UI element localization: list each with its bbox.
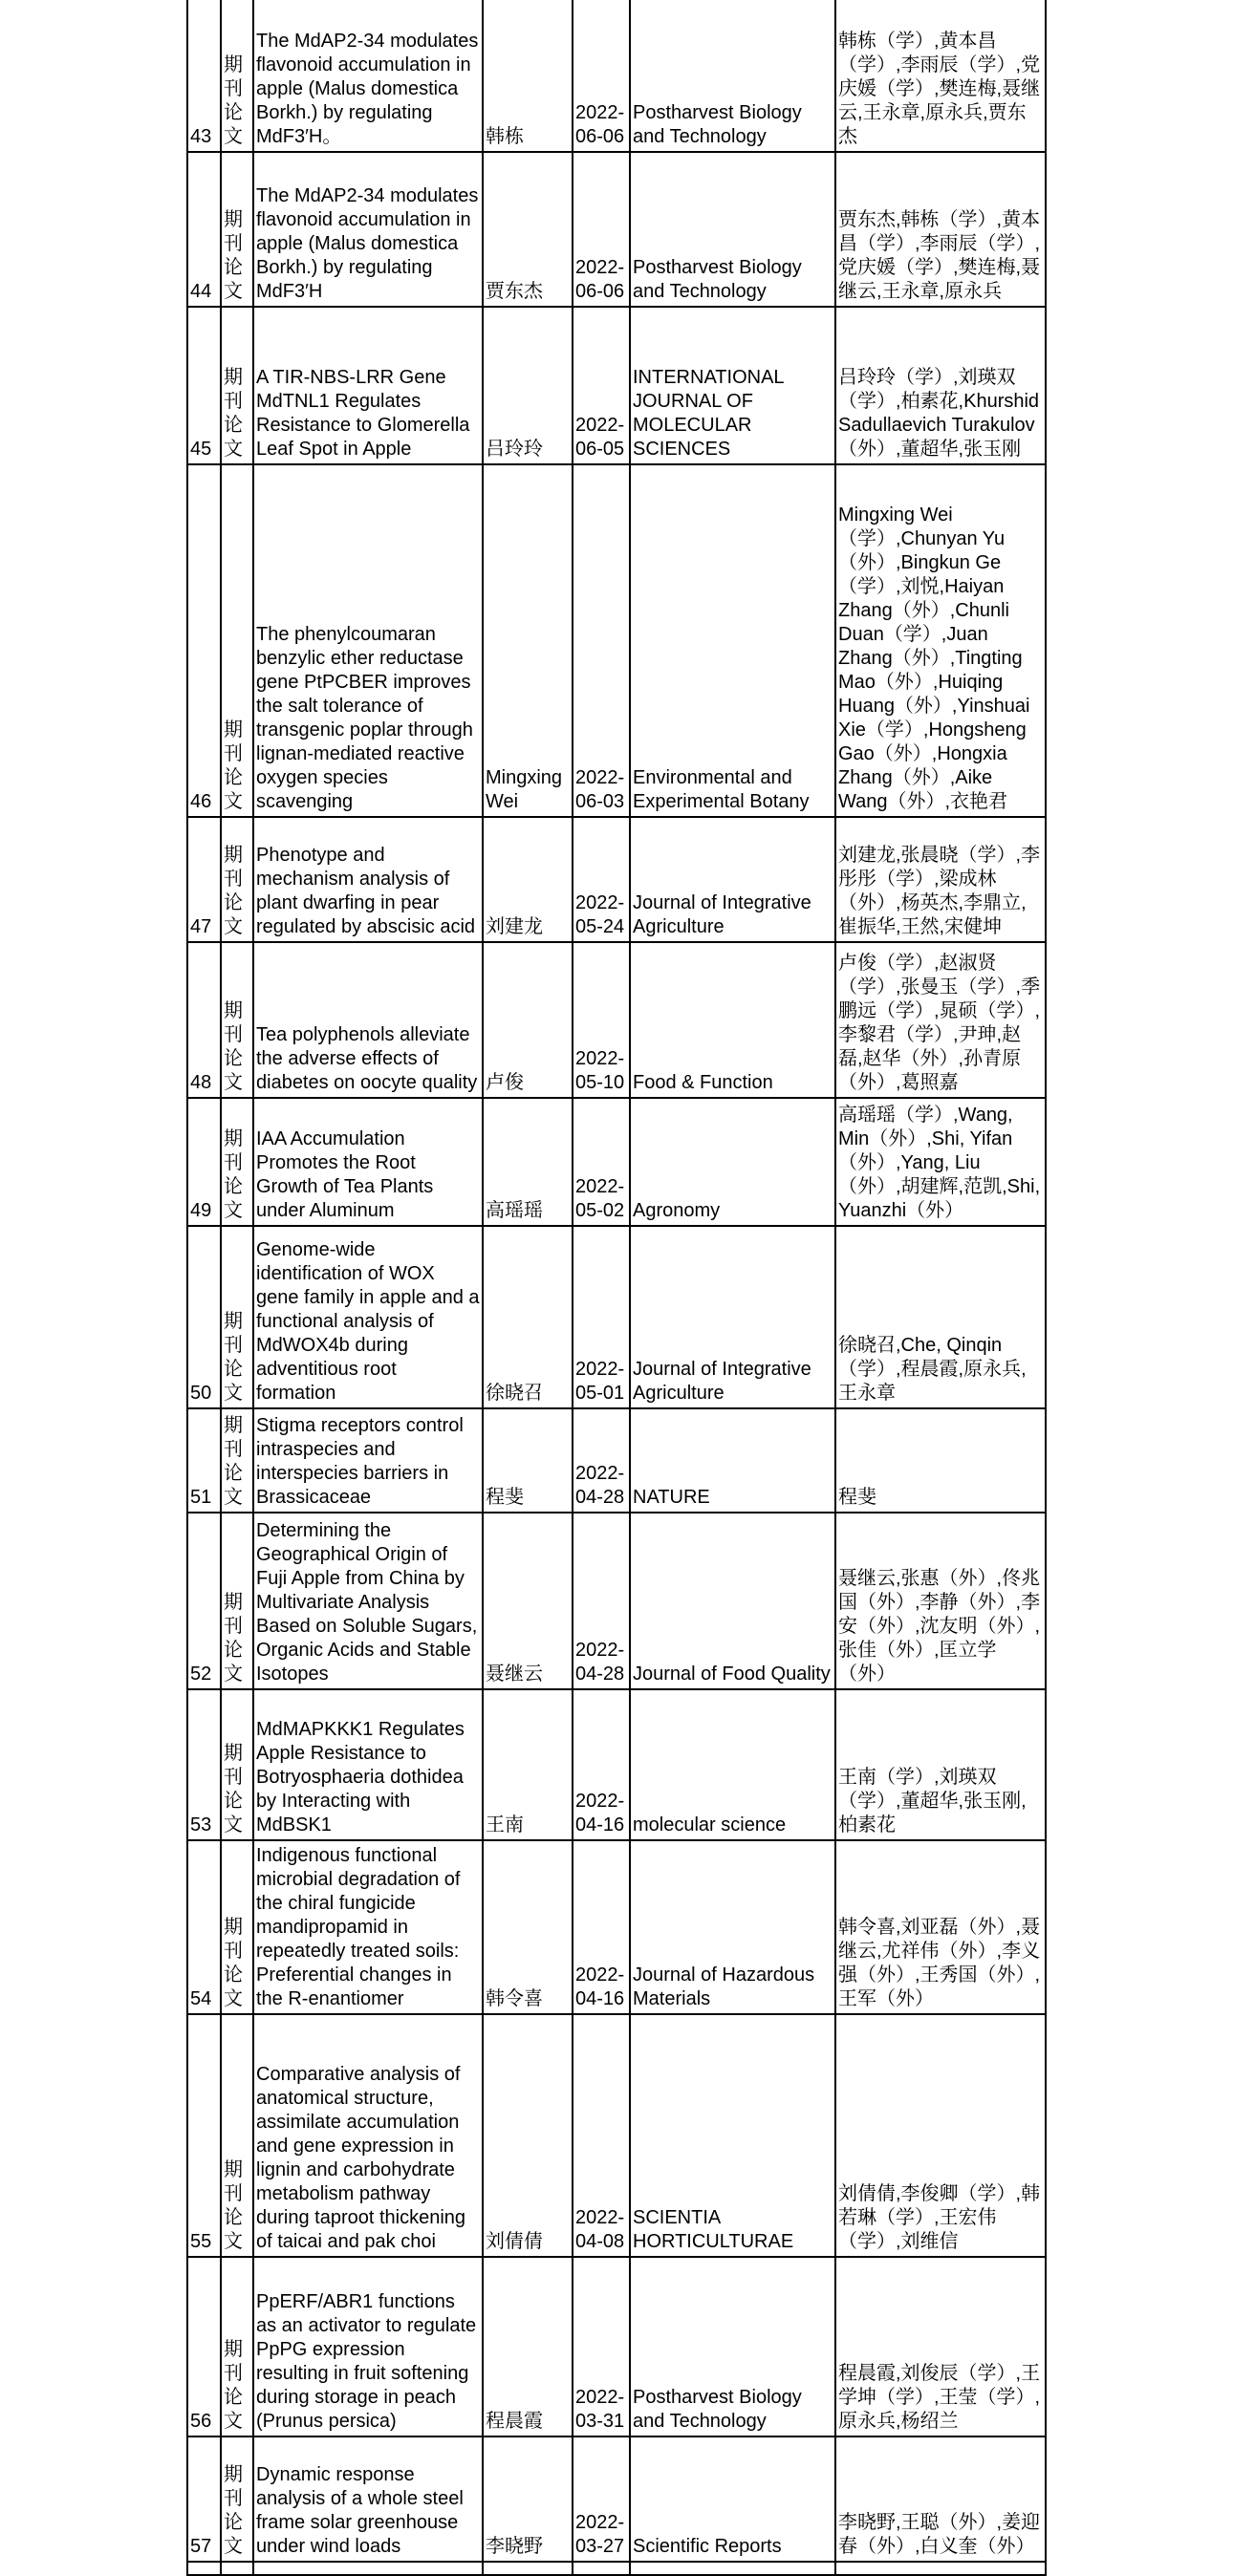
publication-type-cell: 期刊论文	[221, 1098, 253, 1226]
row-number-cell: 48	[187, 942, 221, 1098]
publish-date-cell: 2022-06-03	[573, 464, 630, 817]
journal-cell: Postharvest Biology and Technology	[630, 2257, 835, 2436]
publish-date-cell: 2022-05-01	[573, 1226, 630, 1408]
publication-row	[187, 2436, 1046, 2562]
publication-type-cell: 期刊论文	[221, 1513, 253, 1689]
coauthors-cell: 徐晓召,Che, Qinqin（学）,程晨霞,原永兵,王永章	[835, 1226, 1046, 1408]
row-number-cell: 44	[187, 152, 221, 307]
title-cell: The MdAP2-34 modulates flavonoid accumulation in apple (Malus domestica Borkh.) by regulating MdF3′H	[253, 152, 483, 307]
first-author-cell: 聂继云	[483, 1513, 573, 1689]
coauthors-cell: 卢俊（学）,赵淑贤（学）,张曼玉（学）,季鹏远（学）,晁硕（学）,李黎君（学）,尹珅,赵磊,赵华（外）,孙青原（外）,葛照嘉	[835, 942, 1046, 1098]
publication-type-cell: 期刊论文	[221, 817, 253, 942]
first-author-cell: 韩令喜	[483, 1840, 573, 2014]
journal-cell: Agronomy	[630, 1098, 835, 1226]
journal-cell: NATURE	[630, 1408, 835, 1513]
row-number-cell: 55	[187, 2014, 221, 2257]
first-author-cell: 李晓野	[483, 2436, 573, 2562]
row-number-cell	[187, 2562, 221, 2575]
row-number-cell: 49	[187, 1098, 221, 1226]
publication-type-cell: 期刊论文	[221, 2436, 253, 2562]
first-author-cell: 刘建龙	[483, 817, 573, 942]
publication-row	[187, 464, 1046, 817]
publication-type-cell: 期刊论文	[221, 152, 253, 307]
title-cell: Tea polyphenols alleviate the adverse effects of diabetes on oocyte quality	[253, 942, 483, 1098]
title-cell: Determining the Geographical Origin of Fuji Apple from China by Multivariate Analysis Based on Soluble Sugars, Organic Acids and Stable Isotopes	[253, 1513, 483, 1689]
publication-type-cell: 期刊论文	[221, 307, 253, 464]
coauthors-cell: 刘倩倩,李俊卿（学）,韩若琳（学）,王宏伟（学）,刘维信	[835, 2014, 1046, 2257]
journal-cell: Food & Function	[630, 942, 835, 1098]
journal-cell: Journal of Hazardous Materials	[630, 1840, 835, 2014]
publish-date-cell: 2022-04-16	[573, 1689, 630, 1840]
coauthors-cell: 吕玲玲（学）,刘瑛双（学）,柏素花,Khurshid Sadullaevich Turakulov（外）,董超华,张玉刚	[835, 307, 1046, 464]
publication-row	[187, 1840, 1046, 2014]
journal-cell: Journal of Integrative Agriculture	[630, 1226, 835, 1408]
publication-row	[187, 1098, 1046, 1226]
publication-row	[187, 1689, 1046, 1840]
publish-date-cell: 2022-04-28	[573, 1513, 630, 1689]
publication-row	[187, 152, 1046, 307]
row-number-cell: 43	[187, 0, 221, 152]
publish-date-cell: 2022-04-28	[573, 1408, 630, 1513]
first-author-cell: 吕玲玲	[483, 307, 573, 464]
journal-cell: Journal of Integrative Agriculture	[630, 817, 835, 942]
title-cell: MdMAPKKK1 Regulates Apple Resistance to Botryosphaeria dothidea by Interacting with MdBSK1	[253, 1689, 483, 1840]
journal-cell: Postharvest Biology and Technology	[630, 152, 835, 307]
publication-type-cell: 期刊论文	[221, 1408, 253, 1513]
publish-date-cell: 2022-03-27	[573, 2436, 630, 2562]
title-cell: PpERF/ABR1 functions as an activator to regulate PpPG expression resulting in fruit softening during storage in peach (Prunus persica)	[253, 2257, 483, 2436]
coauthors-cell: 程晨霞,刘俊辰（学）,王学坤（学）,王莹（学）,原永兵,杨绍兰	[835, 2257, 1046, 2436]
publish-date-cell	[573, 2562, 630, 2575]
title-cell: Phenotype and mechanism analysis of plant dwarfing in pear regulated by abscisic acid	[253, 817, 483, 942]
publication-row	[187, 1513, 1046, 1689]
publications-rows	[187, 0, 1046, 2575]
row-number-cell: 45	[187, 307, 221, 464]
coauthors-cell: Mingxing Wei（学）,Chunyan Yu（外）,Bingkun Ge（学）,刘悦,Haiyan Zhang（外）,Chunli Duan（学）,Juan Zhang（外）,Tingting Mao（外）,Huiqing Huang（外）,Yinshuai Xie（学）,Hongsheng Gao（外）,Hongxia Zhang（外）,Aike Wang（外）,衣艳君	[835, 464, 1046, 817]
journal-cell	[630, 2562, 835, 2575]
publication-row	[187, 0, 1046, 152]
coauthors-cell: 程斐	[835, 1408, 1046, 1513]
publication-type-cell: 期刊论文	[221, 1226, 253, 1408]
publication-row	[187, 817, 1046, 942]
publication-row	[187, 307, 1046, 464]
first-author-cell: 韩栋	[483, 0, 573, 152]
row-number-cell: 54	[187, 1840, 221, 2014]
publish-date-cell: 2022-06-06	[573, 152, 630, 307]
row-number-cell: 46	[187, 464, 221, 817]
row-number-cell: 56	[187, 2257, 221, 2436]
publication-row	[187, 2014, 1046, 2257]
first-author-cell: 高瑶瑶	[483, 1098, 573, 1226]
first-author-cell: 程晨霞	[483, 2257, 573, 2436]
publish-date-cell: 2022-06-06	[573, 0, 630, 152]
coauthors-cell	[835, 2562, 1046, 2575]
coauthors-cell: 高瑶瑶（学）,Wang, Min（外）,Shi, Yifan（外）,Yang, Liu（外）,胡建辉,范凯,Shi, Yuanzhi（外）	[835, 1098, 1046, 1226]
publication-type-cell: 期刊论文	[221, 0, 253, 152]
coauthors-cell: 刘建龙,张晨晓（学）,李彤彤（学）,梁成林（外）,杨英杰,李鼎立,崔振华,王然,宋健坤	[835, 817, 1046, 942]
coauthors-cell: 韩令喜,刘亚磊（外）,聂继云,尤祥伟（外）,李义强（外）,王秀国（外）,王军（外）	[835, 1840, 1046, 2014]
publication-row-partial	[187, 2562, 1046, 2575]
title-cell: IAA Accumulation Promotes the Root Growth of Tea Plants under Aluminum	[253, 1098, 483, 1226]
row-number-cell: 53	[187, 1689, 221, 1840]
coauthors-cell: 贾东杰,韩栋（学）,黄本昌（学）,李雨辰（学）,党庆媛（学）,樊连梅,聂继云,王永章,原永兵	[835, 152, 1046, 307]
publication-row	[187, 2257, 1046, 2436]
row-number-cell: 51	[187, 1408, 221, 1513]
row-number-cell: 52	[187, 1513, 221, 1689]
title-cell: Dynamic response analysis of a whole steel frame solar greenhouse under wind loads	[253, 2436, 483, 2562]
publication-type-cell: 期刊论文	[221, 1689, 253, 1840]
title-cell	[253, 2562, 483, 2575]
publication-row	[187, 942, 1046, 1098]
publication-type-cell: 期刊论文	[221, 464, 253, 817]
publish-date-cell: 2022-03-31	[573, 2257, 630, 2436]
publish-date-cell: 2022-04-08	[573, 2014, 630, 2257]
journal-cell: INTERNATIONAL JOURNAL OF MOLECULAR SCIENCES	[630, 307, 835, 464]
publish-date-cell: 2022-05-02	[573, 1098, 630, 1226]
title-cell: Comparative analysis of anatomical structure, assimilate accumulation and gene expression in lignin and carbohydrate metabolism pathway during taproot thickening of taicai and pak choi	[253, 2014, 483, 2257]
coauthors-cell: 王南（学）,刘瑛双（学）,董超华,张玉刚,柏素花	[835, 1689, 1046, 1840]
first-author-cell: 程斐	[483, 1408, 573, 1513]
row-number-cell: 57	[187, 2436, 221, 2562]
row-number-cell: 47	[187, 817, 221, 942]
title-cell: A TIR-NBS-LRR Gene MdTNL1 Regulates Resistance to Glomerella Leaf Spot in Apple	[253, 307, 483, 464]
publications-table-wrap	[186, 0, 1047, 2576]
first-author-cell: 贾东杰	[483, 152, 573, 307]
publication-type-cell: 期刊论文	[221, 2014, 253, 2257]
row-number-cell: 50	[187, 1226, 221, 1408]
coauthors-cell: 聂继云,张惠（外）,佟兆国（外）,李静（外）,李安（外）,沈友明（外）,张佳（外）,匡立学（外）	[835, 1513, 1046, 1689]
coauthors-cell: 李晓野,王聪（外）,姜迎春（外）,白义奎（外）	[835, 2436, 1046, 2562]
journal-cell: Environmental and Experimental Botany	[630, 464, 835, 817]
publication-type-cell: 期刊论文	[221, 1840, 253, 2014]
first-author-cell: 王南	[483, 1689, 573, 1840]
coauthors-cell: 韩栋（学）,黄本昌（学）,李雨辰（学）,党庆媛（学）,樊连梅,聂继云,王永章,原永兵,贾东杰	[835, 0, 1046, 152]
publications-table	[186, 0, 1047, 2576]
title-cell: Stigma receptors control intraspecies and interspecies barriers in Brassicaceae	[253, 1408, 483, 1513]
journal-cell: Journal of Food Quality	[630, 1513, 835, 1689]
publication-type-cell	[221, 2562, 253, 2575]
publication-type-cell: 期刊论文	[221, 942, 253, 1098]
publish-date-cell: 2022-06-05	[573, 307, 630, 464]
first-author-cell	[483, 2562, 573, 2575]
journal-cell: Scientific Reports	[630, 2436, 835, 2562]
journal-cell: SCIENTIA HORTICULTURAE	[630, 2014, 835, 2257]
publish-date-cell: 2022-05-24	[573, 817, 630, 942]
publish-date-cell: 2022-04-16	[573, 1840, 630, 2014]
title-cell: The phenylcoumaran benzylic ether reductase gene PtPCBER improves the salt tolerance of transgenic poplar through lignan-mediated reactive oxygen species scavenging	[253, 464, 483, 817]
first-author-cell: 卢俊	[483, 942, 573, 1098]
title-cell: Genome-wide identification of WOX gene family in apple and a functional analysis of MdWOX4b during adventitious root formation	[253, 1226, 483, 1408]
first-author-cell: 徐晓召	[483, 1226, 573, 1408]
publication-row	[187, 1408, 1046, 1513]
first-author-cell: 刘倩倩	[483, 2014, 573, 2257]
journal-cell: molecular science	[630, 1689, 835, 1840]
publication-type-cell: 期刊论文	[221, 2257, 253, 2436]
title-cell: The MdAP2-34 modulates flavonoid accumulation in apple (Malus domestica Borkh.) by regulating MdF3′H。	[253, 0, 483, 152]
publication-row	[187, 1226, 1046, 1408]
title-cell: Indigenous functional microbial degradation of the chiral fungicide mandipropamid in repeatedly treated soils: Preferential changes in the R-enantiomer	[253, 1840, 483, 2014]
publish-date-cell: 2022-05-10	[573, 942, 630, 1098]
first-author-cell: Mingxing Wei	[483, 464, 573, 817]
journal-cell: Postharvest Biology and Technology	[630, 0, 835, 152]
